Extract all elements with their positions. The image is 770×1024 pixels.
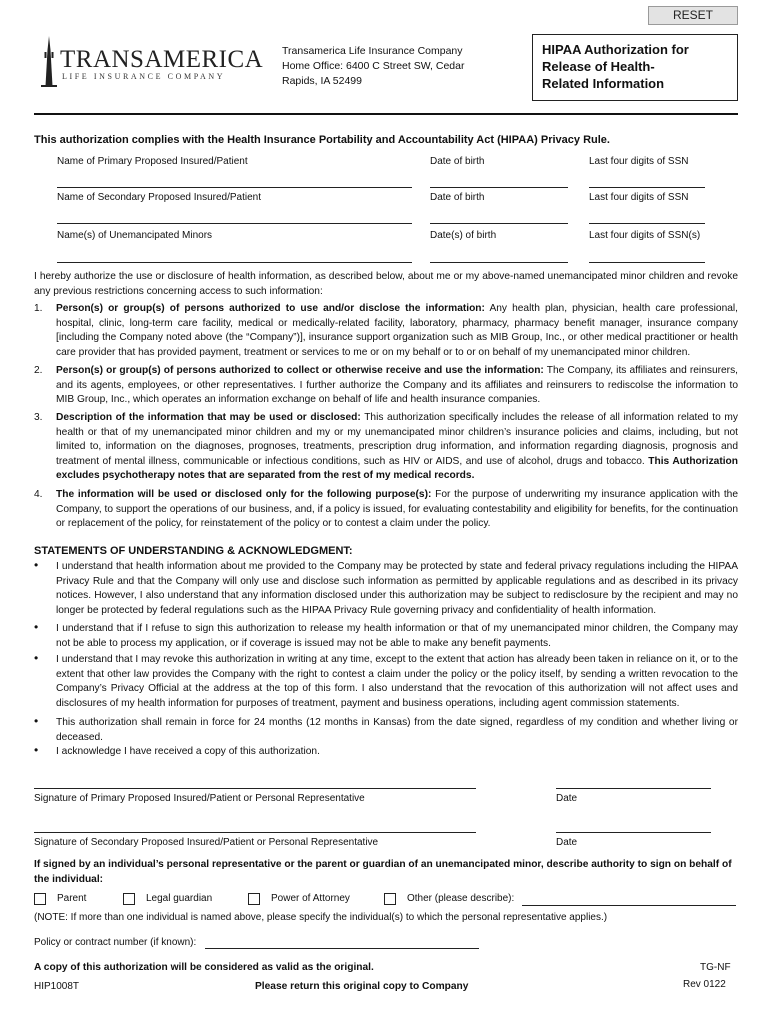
bullet-icon: • [34,651,39,665]
item-text: For the purpose of underwriting my insurance application with the Company, to support the operations of our business, and, if a policy is issued, for evaluating contestability and eligibility for benefits, for the continuation or replacement of the policy, for reinstatement of the policy or to contest a claim under the policy. [56,489,738,529]
transamerica-pyramid-logo-icon [38,36,60,88]
minors-ssn-field[interactable] [589,262,705,263]
company-line: Transamerica Life Insurance Company [282,45,463,57]
item-number: 2. [34,365,43,376]
secondary-date-label: Date [556,837,578,848]
title-line: Related Information [542,76,665,91]
reset-button[interactable]: RESET [648,6,738,25]
form-id: HIP1008T [34,981,80,992]
header-divider [34,113,738,115]
other-describe-field[interactable] [522,905,736,906]
primary-dob-field[interactable] [430,187,568,188]
title-line: Release of Health- [542,59,655,74]
copy-valid-note: A copy of this authorization will be considered as valid as the original. [34,962,374,973]
bullet-icon: • [34,743,39,757]
numbered-item [34,488,738,532]
authorization-intro: I hereby authorize the use or disclosure of health information, as described below, about me or my above-named unemancipated minor children and revoke any previous restrictions concerning access to such information: [34,271,738,297]
statement-item: I acknowledge I have received a copy of this authorization. [56,746,320,757]
item-number: 1. [34,303,43,314]
minors-name-field[interactable] [57,262,412,263]
compliance-statement: This authorization complies with the Health Insurance Portability and Accountability Act (HIPAA) Privacy Rule. [34,134,610,146]
numbered-item [34,411,738,484]
item-lead: Description of the information that may be used or disclosed: [56,412,361,423]
representative-note: If signed by an individual’s personal representative or the parent or guardian of an unemancipated minor, describe authority to sign on behalf of the individual: [34,859,732,885]
note-text: (NOTE: If more than one individual is named above, please specify the individual(s) to which the personal representative applies.) [34,912,608,923]
bullet-icon: • [34,714,39,728]
secondary-signature-field[interactable] [34,832,476,833]
return-instruction: Please return this original copy to Company [255,981,469,992]
legal-guardian-label: Legal guardian [146,893,213,904]
power-of-attorney-label: Power of Attorney [271,893,350,904]
item-text: Any health plan, physician, health care professional, hospital, clinic, long-term care facility, medical or medically-related facility, laboratory, pharmacy, pharmacy benefit manager, insurance company [including the Company noted above (the “Company”)], insurance support organization such as MIB Group, Inc., or other medical practitioner or health care provider that has provided payment, treatment or services to me or on my behalf or to or on behalf of my unemancipated minor children. [56,303,739,358]
power-of-attorney-checkbox[interactable] [248,893,260,905]
form-code: TG-NF [700,962,731,973]
company-line: Home Office: 6400 C Street SW, Cedar [282,60,465,72]
primary-dob-label: Date of birth [430,156,485,167]
item-text: This authorization specifically includes the release of all information related to my health or that of my unemancipated minor children and my or my unemancipated minor children’s insurance policies and claims, including, but not limited to, information on the diagnoses, prognoses, treatments, prescription drug information, and information regarding diagnosis, prognosis and treatment of mental illness, communicable or infectious conditions, such as HIV or AIDS, and use of alcohol, drugs and tobacco. [56,412,738,467]
secondary-name-field[interactable] [57,223,412,224]
secondary-dob-field[interactable] [430,223,568,224]
policy-number-label: Policy or contract number (if known): [34,937,197,948]
secondary-dob-label: Date of birth [430,192,485,203]
item-lead: The information will be used or disclosed only for the following purpose(s): [56,489,432,500]
item-lead: Person(s) or group(s) of persons authorized to use and/or disclose the information: [56,303,485,314]
company-address [282,44,472,89]
other-checkbox[interactable] [384,893,396,905]
primary-date-field[interactable] [556,788,711,789]
brand-subtitle: LIFE INSURANCE COMPANY [62,72,226,81]
primary-date-label: Date [556,793,578,804]
statements-heading: STATEMENTS OF UNDERSTANDING & ACKNOWLEDGMENT: [34,545,353,557]
item-lead: Person(s) or group(s) of persons authorized to collect or otherwise receive and use the information: [56,365,544,376]
title-line: HIPAA Authorization for [542,42,689,57]
secondary-name-label: Name of Secondary Proposed Insured/Patient [57,192,262,203]
minors-dob-field[interactable] [430,262,568,263]
parent-label: Parent [57,893,87,904]
item-tail: This Authorization excludes psychotherapy notes that are separated from the rest of my medical records. [56,455,738,481]
revision: Rev 0122 [683,979,726,990]
primary-signature-field[interactable] [34,788,476,789]
statement-item: I understand that if I refuse to sign this authorization to release my health information or that of my unemancipated minor children, the Company may not be able to process my application, or if coverage is issued may not be able to make any benefit payments. [56,623,738,649]
secondary-ssn-field[interactable] [589,223,705,224]
other-label: Other (please describe): [407,893,515,904]
primary-name-field[interactable] [57,187,412,188]
primary-ssn-field[interactable] [589,187,705,188]
secondary-date-field[interactable] [556,832,711,833]
bullet-icon: • [34,620,39,634]
company-line: Rapids, IA 52499 [282,75,362,87]
policy-number-field[interactable] [205,948,479,949]
form-title [532,34,738,101]
item-number: 4. [34,489,43,500]
minors-name-label: Name(s) of Unemancipated Minors [57,230,213,241]
item-text: The Company, its affiliates and reinsurers, and its agents, employees, or other representatives. I further authorize the Company and its affiliates and reinsurers to rediscolse the information to MIB Group, Inc., which operates an information exchange on behalf of life and health insurance companies. [56,365,738,405]
item-number: 3. [34,412,43,423]
statement-item: I understand that health information about me provided to the Company may be protected by state and federal privacy regulations including the HIPAA Privacy Rule and that the Company will only use and disclose such information as permitted by applicable regulations and as described in its privacy notices. However, I also understand that any information disclosed under this authorization may be subject to redisclosure by the recipient and may no longer be protected by federal regulations such as the HIPAA Privacy Rule governing privacy and confidentiality of health information. [56,561,738,616]
secondary-ssn-label: Last four digits of SSN [589,192,689,203]
primary-ssn-label: Last four digits of SSN [589,156,689,167]
statement-item: This authorization shall remain in force for 24 months (12 months in Kansas) from the date signed, regardless of my condition and whether living or deceased. [56,717,738,743]
minors-dob-label: Date(s) of birth [430,230,497,241]
primary-signature-label: Signature of Primary Proposed Insured/Patient or Personal Representative [34,793,365,804]
secondary-signature-label: Signature of Secondary Proposed Insured/Patient or Personal Representative [34,837,379,848]
legal-guardian-checkbox[interactable] [123,893,135,905]
minors-ssn-label: Last four digits of SSN(s) [589,230,701,241]
statement-item: I understand that I may revoke this authorization in writing at any time, except to the extent that action has already been taken in reliance on it, or to the extent that other law provides the Company with the right to contest a claim under the policy or the policy itself, by sending a written revocation to the Company’s Privacy Official at the address at the top of this form. I also understand that the revocation of this authorization will not affect uses and disclosures of my health information for purposes of treatment, payment and business operations, including agent commission statements. [56,654,738,709]
brand-name: TRANSAMERICA [60,46,264,73]
primary-name-label: Name of Primary Proposed Insured/Patient [57,156,248,167]
numbered-item [34,302,738,360]
parent-checkbox[interactable] [34,893,46,905]
numbered-item [34,364,738,408]
bullet-icon: • [34,558,39,572]
